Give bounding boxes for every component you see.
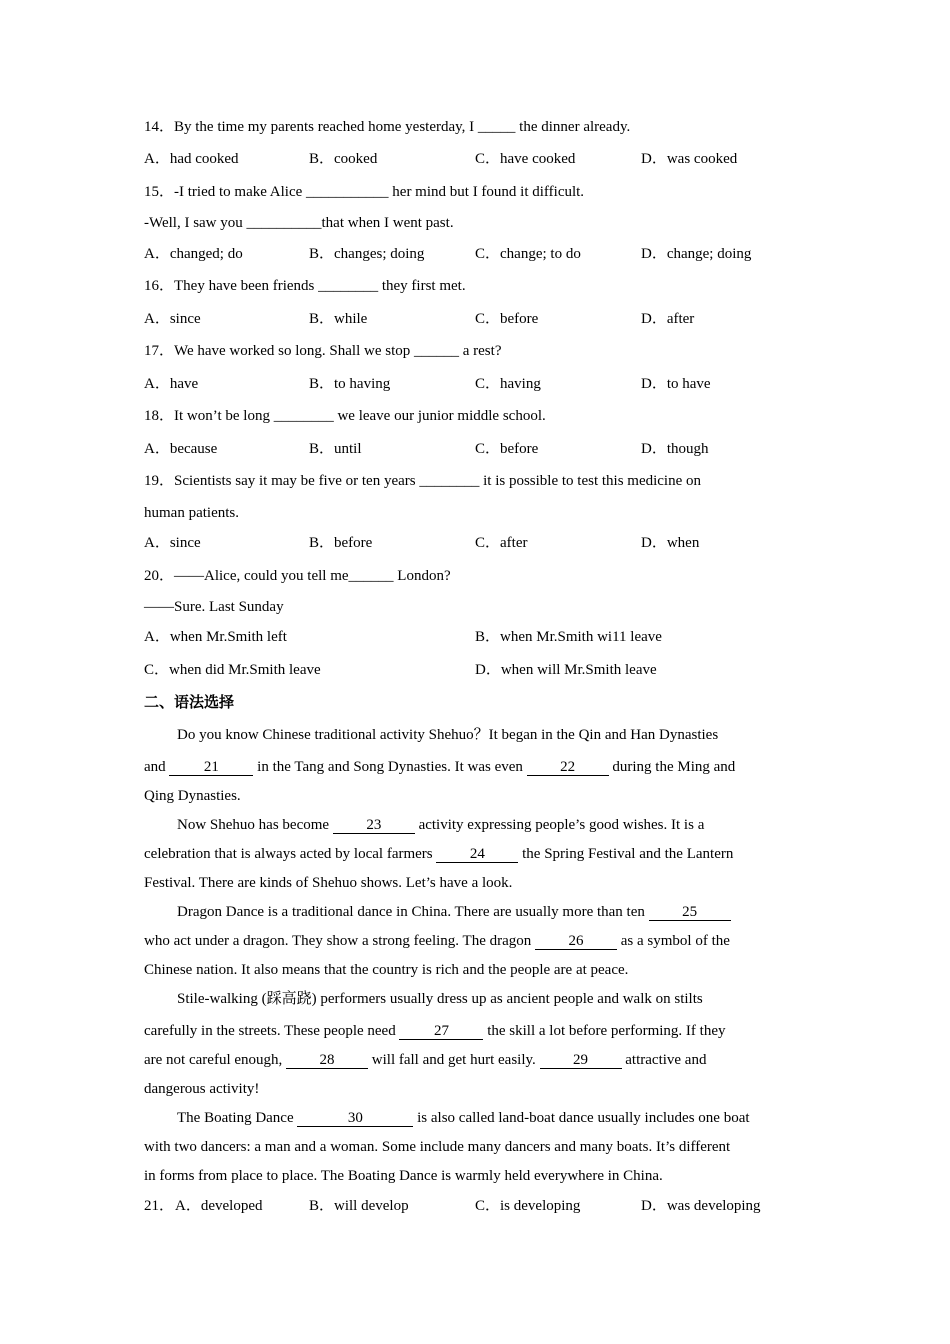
q17-option-b: B．to having [309, 376, 391, 392]
question-18-stem: 18．It won’t be long ________ we leave our junior middle school. [144, 408, 546, 424]
blank-22: 22 [527, 759, 609, 776]
q18-option-d: D．though [641, 441, 709, 457]
passage-p5-line3: in forms from place to place. The Boating Dance is warmly held everywhere in China. [144, 1168, 663, 1184]
q18-option-b: B．until [309, 441, 362, 457]
q19-option-b: B．before [309, 535, 373, 551]
q15-option-b: B．changes; doing [309, 246, 425, 262]
passage-p1-line3: Qing Dynasties. [144, 788, 241, 804]
q19-option-c: C．after [475, 535, 528, 551]
blank-24: 24 [436, 846, 518, 863]
q15-option-d: D．change; doing [641, 246, 752, 262]
section-title: 二、语法选择 [144, 693, 235, 711]
blank-29: 29 [540, 1052, 622, 1069]
q17-option-c: C．having [475, 376, 541, 392]
question-19-stem-2: human patients. [144, 505, 239, 521]
q17-option-a: A．have [144, 376, 199, 392]
q19-option-a: A．since [144, 535, 201, 551]
passage-p4-line2: carefully in the streets. These people need 27 the skill a lot before performing. If they [144, 1023, 726, 1039]
q21-option-d: D．was developing [641, 1198, 761, 1214]
q18-option-a: A．because [144, 441, 218, 457]
passage-p5-line2: with two dancers: a man and a woman. Some include many dancers and many boats. It’s different [144, 1139, 731, 1155]
question-17-stem: 17．We have worked so long. Shall we stop ______ a rest? [144, 343, 502, 359]
question-15-stem-2: -Well, I saw you __________that when I went past. [144, 215, 454, 231]
q20-option-d: D．when will Mr.Smith leave [475, 662, 657, 678]
q16-option-b: B．while [309, 311, 368, 327]
q20-option-c: C．when did Mr.Smith leave [144, 662, 321, 678]
blank-21: 21 [169, 759, 253, 776]
q19-option-d: D．when [641, 535, 700, 551]
question-20-stem: 20．——Alice, could you tell me______ London? [144, 568, 451, 584]
blank-25: 25 [649, 904, 731, 921]
passage-p4-line4: dangerous activity! [144, 1081, 260, 1097]
q16-option-a: A．since [144, 311, 201, 327]
q21-option-c: C．is developing [475, 1198, 581, 1214]
q14-option-d: D．was cooked [641, 151, 738, 167]
question-20-stem-2: ——Sure. Last Sunday [144, 599, 284, 615]
passage-p3-line3: Chinese nation. It also means that the country is rich and the people are at peace. [144, 962, 629, 978]
passage-p3-line1: Dragon Dance is a traditional dance in China. There are usually more than ten 25 [144, 902, 839, 922]
question-16-stem: 16．They have been friends ________ they first met. [144, 278, 466, 294]
blank-23: 23 [333, 817, 415, 834]
passage-p2-line3: Festival. There are kinds of Shehuo shows. Let’s have a look. [144, 875, 513, 891]
q17-option-d: D．to have [641, 376, 711, 392]
passage-p1-line2: and 21 in the Tang and Song Dynasties. It was even 22 during the Ming and [144, 759, 736, 775]
q14-option-b: B．cooked [309, 151, 378, 167]
q20-option-b: B．when Mr.Smith wi11 leave [475, 629, 662, 645]
passage-p2-line1: Now Shehuo has become 23 activity expressing people’s good wishes. It is a [177, 817, 705, 833]
q16-option-c: C．before [475, 311, 539, 327]
q15-option-a: A．changed; do [144, 246, 243, 262]
q15-option-c: C．change; to do [475, 246, 581, 262]
question-19-stem: 19．Scientists say it may be five or ten years ________ it is possible to test this medicine on [144, 473, 702, 489]
passage-p4-line1: Stile-walking (踩高跷) performers usually dress up as ancient people and walk on stilts [177, 991, 703, 1007]
q21-option-b: B．will develop [309, 1198, 409, 1214]
blank-28: 28 [286, 1052, 368, 1069]
blank-30: 30 [297, 1110, 413, 1127]
passage-p3-line2: who act under a dragon. They show a strong feeling. The dragon 26 as a symbol of the [144, 933, 730, 949]
q14-option-c: C．have cooked [475, 151, 576, 167]
blank-26: 26 [535, 933, 617, 950]
q21-option-a: A．developed [175, 1198, 263, 1214]
passage-p2-line2: celebration that is always acted by local farmers 24 the Spring Festival and the Lantern [144, 846, 734, 862]
passage-p4-line3: are not careful enough, 28 will fall and get hurt easily. 29 attractive and [144, 1052, 707, 1068]
q16-option-d: D．after [641, 311, 695, 327]
q14-option-a: A．had cooked [144, 151, 239, 167]
question-15-stem: 15．-I tried to make Alice ___________ her mind but I found it difficult. [144, 184, 585, 200]
question-14-stem: 14．By the time my parents reached home yesterday, I _____ the dinner already. [144, 119, 631, 135]
passage-p1-line1: Do you know Chinese traditional activity Shehuo？It began in the Qin and Han Dynasties [177, 727, 719, 743]
blank-27: 27 [399, 1023, 483, 1040]
q21-number: 21． [144, 1198, 175, 1214]
q18-option-c: C．before [475, 441, 539, 457]
passage-p5-line1: The Boating Dance 30 is also called land-boat dance usually includes one boat [177, 1110, 750, 1126]
q20-option-a: A．when Mr.Smith left [144, 629, 287, 645]
